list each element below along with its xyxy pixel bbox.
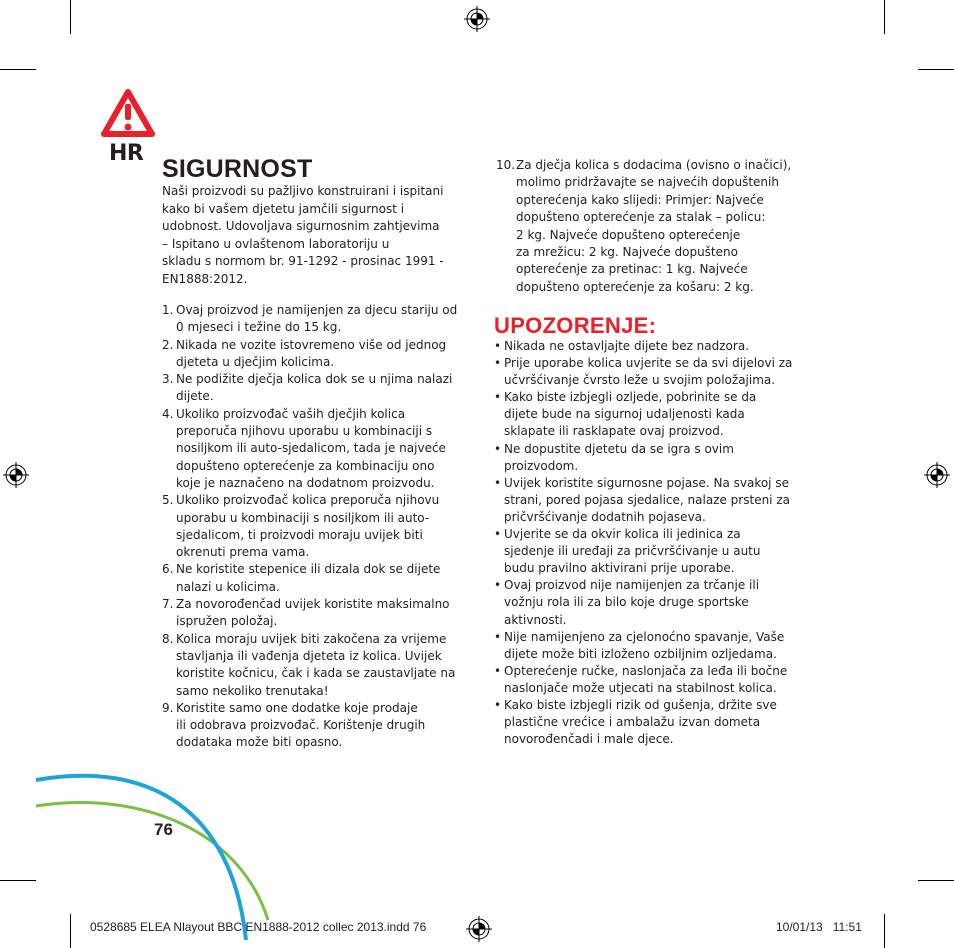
warning-item-line: učvršćivanje čvrsto leže u svojim položajima.: [504, 373, 776, 388]
warning-item: [494, 338, 814, 355]
list-item-line: dopušteno opterećenje za stalak – policu:: [516, 210, 766, 225]
warning-item: [494, 663, 814, 697]
decorative-swoosh: [0, 740, 300, 948]
list-item-line: Ne podižite dječja kolica dok se u njima nalazi: [176, 372, 453, 387]
warning-item-line: sjedenje ili uređaji za pričvršćivanje u autu: [504, 544, 761, 559]
bullet-icon: •: [494, 441, 502, 456]
slug-timestamp: [776, 920, 862, 934]
list-item-line: 0 mjeseci i težine do 15 kg.: [176, 320, 342, 335]
warning-item-line: aktivnosti.: [504, 612, 567, 627]
list-number: 10.: [496, 158, 516, 172]
list-item-line: ispružen položaj.: [176, 614, 278, 629]
list-item-line: okrenuti prema vama.: [176, 545, 310, 560]
list-number: 2.: [162, 337, 174, 352]
bullet-icon: •: [494, 390, 502, 405]
slug-time: 11:51: [832, 920, 862, 934]
warning-item: [494, 629, 814, 663]
list-item-line: opterećenja kako slijedi: Primjer: Najveće: [516, 192, 764, 207]
slug-filename: 0528685 ELEA Nlayout BBC EN1888-2012 collec 2013.indd 76: [90, 920, 427, 934]
warning-item-line: Prije uporabe kolica uvjerite se da svi dijelovi za: [504, 356, 793, 371]
registration-mark-icon: [466, 916, 492, 942]
list-item-line: Za dječja kolica s dodacima (ovisno o inačici),: [516, 158, 792, 172]
crop-mark: [70, 0, 71, 34]
list-item-line: nosiljkom ili auto-sjedalicom, tada je najveće: [176, 441, 446, 456]
list-item: [162, 371, 472, 406]
list-number: 7.: [162, 597, 174, 612]
bullet-icon: •: [494, 527, 502, 542]
list-item-line: stavljanja ili vađenja djeteta iz kolica. Uvijek: [176, 648, 442, 663]
warning-item: [494, 526, 814, 577]
warning-item: [494, 355, 814, 389]
intro-line: Naši proizvodi su pažljivo konstruirani i ispitani: [162, 184, 444, 198]
warning-item-line: Ovaj proizvod nije namijenjen za trčanje ili: [504, 578, 760, 593]
warning-item-line: plastične vrećice i ambalažu izvan dometa: [504, 715, 761, 730]
warning-item-line: pričvršćivanje dodatnih pojaseva.: [504, 509, 706, 524]
warning-item: [494, 441, 814, 475]
warning-item-line: Ne dopustite djetetu da se igra s ovim: [504, 441, 734, 456]
list-item-line: 2 kg. Najveće dopušteno opterećenje: [516, 227, 741, 242]
warning-item-line: Nije namijenjeno za cjelonoćno spavanje, Vaše: [504, 629, 785, 644]
section-title-safety: SIGURNOST: [162, 155, 313, 183]
warning-item-line: vožnju rola ili za bilo koje druge sportske: [504, 595, 749, 610]
warning-item-line: Uvijek koristite sigurnosne pojase. Na svakoj se: [504, 475, 789, 490]
warning-item-line: Opterećenje ručke, naslonjača za leđa ili bočne: [504, 663, 788, 678]
bullet-icon: •: [494, 697, 502, 712]
warning-item-line: proizvodom.: [504, 458, 579, 473]
list-item-line: dopušteno opterećenje za kombinaciju ono: [176, 458, 435, 473]
warning-item: [494, 577, 814, 628]
list-item-line: djeteta u dječjim kolicima.: [176, 354, 335, 369]
bullet-icon: •: [494, 339, 502, 353]
intro-line: kako bi vašem djetetu jamčili sigurnost i: [162, 201, 405, 216]
list-number: 3.: [162, 372, 174, 387]
intro-line: EN1888:2012.: [162, 271, 248, 286]
intro-line: skladu s normom br. 91-1292 - prosinac 1991 -: [162, 254, 444, 269]
list-item-line: Za novorođenčad uvijek koristite maksimalno: [176, 597, 450, 612]
bullet-icon: •: [494, 475, 502, 490]
warning-item-line: Kako biste izbjegli ozljede, pobrinite se da: [504, 390, 757, 405]
warning-list: [494, 338, 814, 748]
crop-mark: [918, 69, 954, 70]
list-number: 6.: [162, 562, 174, 577]
warning-item-line: naslonjače može utjecati na stabilnost kolica.: [504, 680, 777, 695]
warning-item-line: Uvjerite se da okvir kolica ili jedinica za: [504, 527, 741, 542]
list-item-line: Ukoliko proizvođač vaših dječjih kolica: [176, 406, 406, 421]
list-number: 5.: [162, 493, 174, 508]
warning-item-line: dijete može biti izloženo ozbiljnim ozljedama.: [504, 646, 777, 661]
warning-item-line: novorođenčadi i male djece.: [504, 732, 674, 747]
warning-item-line: Nikada ne ostavljajte dijete bez nadzora.: [504, 339, 750, 353]
crop-mark: [884, 0, 885, 34]
list-item-line: Koristite samo one dodatke koje prodaje: [176, 700, 418, 715]
warning-item-line: sklapate ili rasklapate ovaj proizvod.: [504, 424, 724, 439]
crop-mark: [0, 69, 36, 70]
crop-mark: [918, 880, 954, 881]
warning-item: [494, 697, 814, 748]
bullet-icon: •: [494, 578, 502, 593]
bullet-icon: •: [494, 356, 502, 371]
list-item-line: nalazi u kolicima.: [176, 579, 280, 594]
warning-item: [494, 475, 814, 526]
list-item-line: samo nekoliko trenutaka!: [176, 683, 329, 698]
list-item: [162, 302, 472, 337]
list-item: [496, 157, 806, 296]
bullet-icon: •: [494, 663, 502, 678]
list-item-line: preporuča njihovu uporabu u kombinaciji s: [176, 424, 433, 439]
warning-item-line: strani, pored pojasa sjedalice, nalaze prsteni za: [504, 492, 790, 507]
list-item: [162, 596, 472, 631]
page-number: 76: [154, 820, 173, 839]
registration-mark-icon: [924, 462, 950, 488]
safety-list: [162, 302, 472, 752]
warning-item: [494, 389, 814, 440]
crop-mark: [884, 914, 885, 948]
list-item-line: dijete.: [176, 389, 214, 404]
list-item-line: dopušteno opterećenje za košaru: 2 kg.: [516, 279, 754, 294]
intro-line: udobnost. Udovoljava sigurnosnim zahtjevima: [162, 219, 440, 234]
list-item-line: koje je naznačeno na dodatnom proizvodu.: [176, 475, 435, 490]
slug-date: 10/01/13: [776, 920, 823, 934]
list-item-line: molimo pridržavajte se najvećih dopuštenih: [516, 175, 779, 190]
safety-list-continued: [496, 157, 806, 296]
list-item-line: uporabu u kombinaciji s nosiljkom ili auto-: [176, 510, 430, 525]
list-item-line: koristite kočnicu, čak i kada se zaustavljate na: [176, 666, 456, 681]
intro-line: – Ispitano u ovlaštenom laboratoriju u: [162, 236, 390, 251]
list-item: [162, 337, 472, 372]
list-item-line: Nikada ne vozite istovremeno više od jednog: [176, 337, 447, 352]
intro-paragraph: [162, 183, 462, 289]
registration-mark-icon: [3, 462, 29, 488]
warning-item-line: Kako biste izbjegli rizik od gušenja, držite sve: [504, 697, 777, 712]
list-number: 1.: [162, 303, 174, 317]
list-number: 8.: [162, 631, 174, 646]
list-item-line: Ukoliko proizvođač kolica preporuča njihovu: [176, 493, 440, 508]
warning-item-line: dijete bude na sigurnoj udaljenosti kada: [504, 407, 745, 422]
list-item: [162, 406, 472, 492]
language-code: HR: [109, 141, 144, 166]
list-item-line: Ne koristite stepenice ili dizala dok se dijete: [176, 562, 441, 577]
warning-item-line: budu pravilno aktivirani prije uporabe.: [504, 561, 735, 576]
registration-mark-icon: [464, 6, 490, 32]
list-item-line: za mrežicu: 2 kg. Najveće dopušteno: [516, 245, 738, 260]
section-title-warning: UPOZORENJE:: [494, 313, 657, 338]
list-number: 4.: [162, 406, 174, 421]
bullet-icon: •: [494, 629, 502, 644]
list-item-line: sjedalicom, ti proizvodi moraju uvijek biti: [176, 527, 423, 542]
list-item: [162, 561, 472, 596]
list-item-line: Kolica moraju uvijek biti zakočena za vrijeme: [176, 631, 447, 646]
list-item-line: Ovaj proizvod je namijenjen za djecu stariju od: [176, 303, 458, 317]
list-number: 9.: [162, 700, 174, 715]
list-item: [162, 631, 472, 700]
list-item-line: opterećenje za pretinac: 1 kg. Najveće: [516, 262, 748, 277]
warning-triangle-icon: [100, 88, 156, 140]
list-item: [162, 492, 472, 561]
list-item-line: dodataka može biti opasno.: [176, 735, 343, 750]
list-item-line: ili odobrava proizvođač. Korištenje drugih: [176, 718, 426, 733]
